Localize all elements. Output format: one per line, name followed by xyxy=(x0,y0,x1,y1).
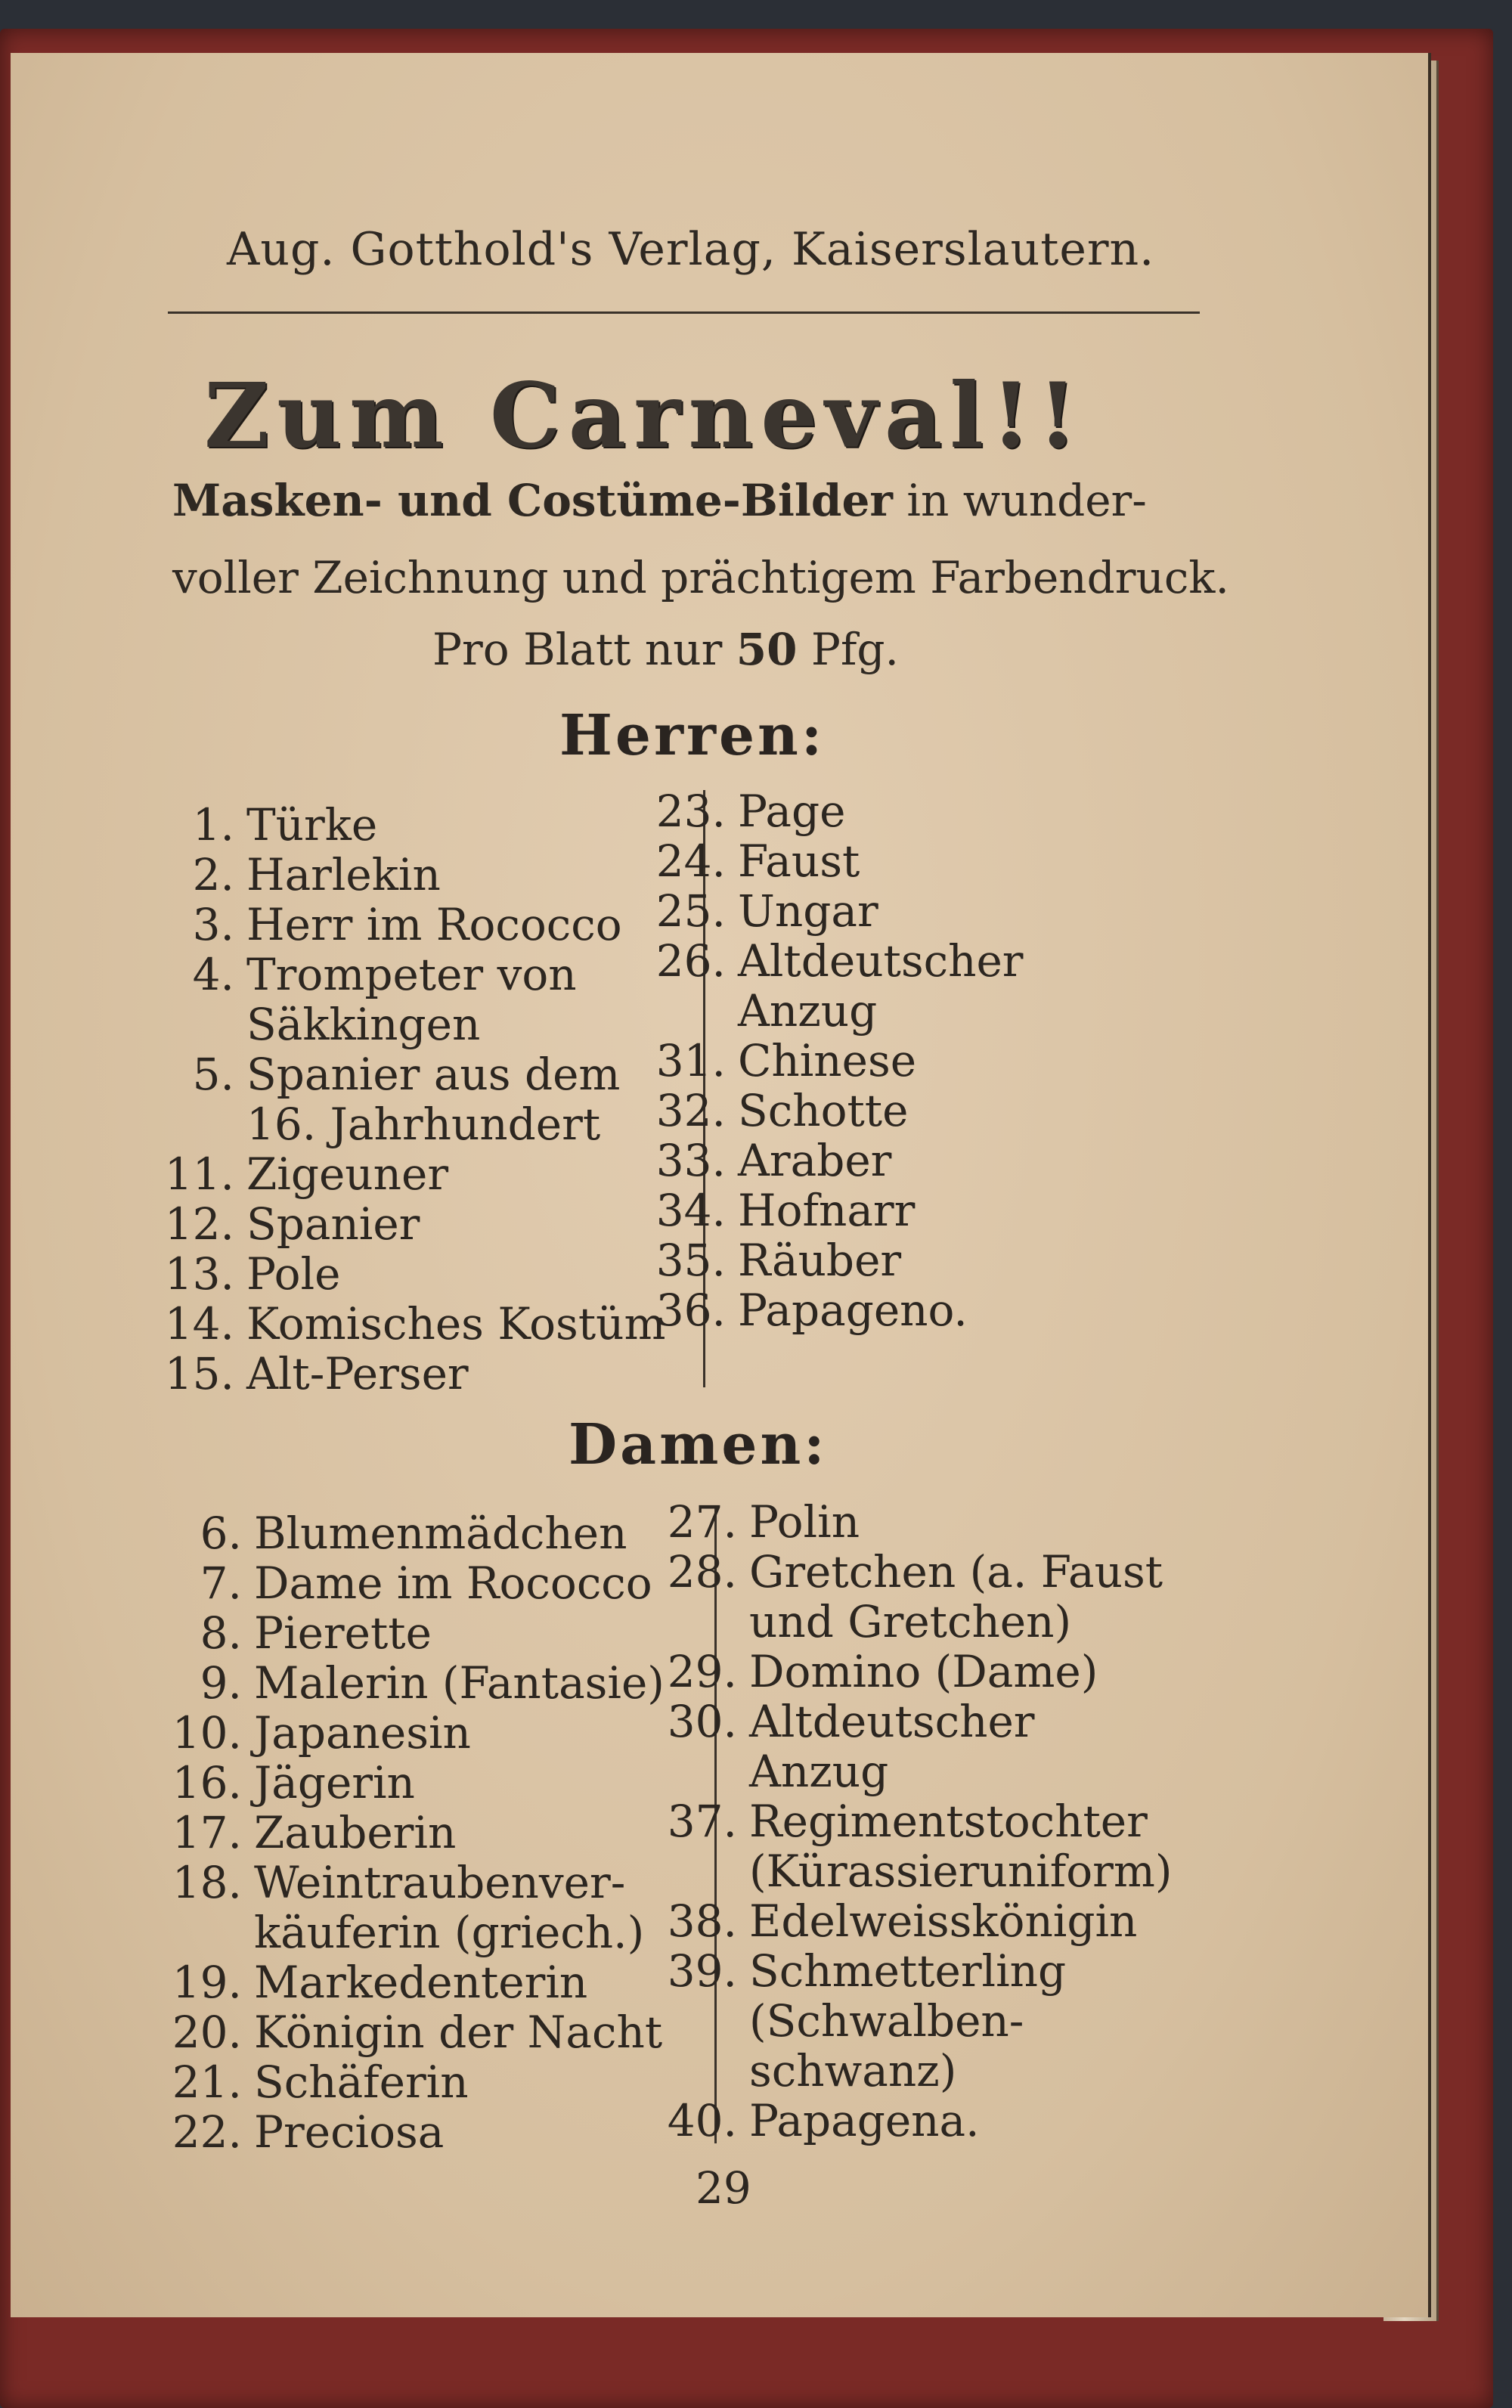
entry-number: 15. xyxy=(164,1348,234,1399)
price-suffix: Pfg. xyxy=(797,624,899,675)
entry-number: 13. xyxy=(164,1248,234,1300)
damen-right-entry xyxy=(654,1697,1035,1796)
herren-left-entry xyxy=(151,1149,448,1199)
intro-line-2: voller Zeichnung und prächtigem Farbendruck. xyxy=(172,552,1229,603)
herren-left-entry xyxy=(151,850,441,900)
entry-number: 39. xyxy=(667,1945,737,1997)
herren-left-entry xyxy=(151,900,622,950)
entry-text: Jägerin xyxy=(254,1757,415,1808)
entry-number: 8. xyxy=(200,1607,242,1659)
entry-number: 1. xyxy=(192,799,234,851)
entry-number: 6. xyxy=(200,1508,242,1559)
herren-right-entry xyxy=(643,1185,915,1235)
damen-right-entry xyxy=(654,1547,1163,1647)
damen-left-entry xyxy=(159,1708,471,1758)
damen-left-entry xyxy=(159,1758,415,1808)
entry-number: 22. xyxy=(172,2106,242,2158)
entry-number: 23. xyxy=(655,786,726,837)
entry-text: Altdeutscher Anzug xyxy=(749,1696,1035,1797)
entry-number: 26. xyxy=(655,935,726,987)
entry-text: Edelweisskönigin xyxy=(749,1895,1138,1947)
entry-number: 20. xyxy=(172,2007,242,2058)
price-line xyxy=(432,624,899,675)
entry-number: 28. xyxy=(667,1546,737,1598)
entry-text: Schotte xyxy=(738,1085,909,1136)
entry-text: Blumenmädchen xyxy=(254,1508,627,1559)
herren-right-entry xyxy=(643,1235,901,1285)
entry-number: 7. xyxy=(200,1557,242,1609)
price-value: 50 xyxy=(736,624,798,675)
entry-text: Zigeuner xyxy=(246,1148,449,1200)
entry-number: 24. xyxy=(655,835,726,887)
entry-text: Chinese xyxy=(738,1035,917,1086)
entry-number: 4. xyxy=(192,949,234,1000)
damen-left-entry xyxy=(159,1558,652,1608)
damen-right-entry xyxy=(654,1896,1137,1946)
entry-text: Altdeutscher Anzug xyxy=(738,935,1024,1037)
entry-text: Preciosa xyxy=(254,2106,445,2158)
damen-right-entry xyxy=(654,1796,1172,1896)
herren-left-entry xyxy=(151,950,577,1049)
herren-left-entry xyxy=(151,1249,340,1299)
herren-right-entry xyxy=(643,1036,916,1086)
herren-left-entry xyxy=(151,1049,620,1149)
entry-number: 37. xyxy=(667,1796,737,1847)
entry-text: Alt-Perser xyxy=(246,1348,469,1399)
entry-text: Schäferin xyxy=(254,2056,469,2108)
entry-number: 18. xyxy=(172,1857,242,1908)
entry-number: 29. xyxy=(667,1646,737,1697)
entry-number: 21. xyxy=(172,2056,242,2108)
entry-text: Page xyxy=(738,786,846,837)
entry-number: 3. xyxy=(192,899,234,950)
damen-heading: Damen: xyxy=(569,1412,828,1477)
herren-right-entry xyxy=(643,786,845,836)
page-title: Zum Carneval!! xyxy=(204,363,1085,468)
entry-text: Hofnarr xyxy=(738,1185,916,1236)
entry-text: Araber xyxy=(738,1135,892,1186)
damen-left-entry xyxy=(159,2007,662,2057)
entry-number: 32. xyxy=(655,1085,726,1136)
damen-left-entry xyxy=(159,1508,627,1558)
entry-text: Domino (Dame) xyxy=(749,1646,1098,1697)
entry-number: 33. xyxy=(655,1135,726,1186)
entry-text: Räuber xyxy=(738,1235,902,1286)
price-prefix: Pro Blatt nur xyxy=(432,624,736,675)
damen-left-entry xyxy=(159,2107,444,2157)
entry-number: 9. xyxy=(200,1657,242,1709)
entry-number: 17. xyxy=(172,1807,242,1858)
entry-text: Papageno. xyxy=(738,1285,968,1336)
damen-right-entry xyxy=(654,1497,860,1547)
damen-left-entry xyxy=(159,1658,665,1708)
entry-number: 12. xyxy=(164,1198,234,1250)
entry-number: 36. xyxy=(655,1285,726,1336)
entry-text: Türke xyxy=(246,799,378,851)
herren-left-entry xyxy=(151,800,377,850)
damen-left-entry xyxy=(159,1957,587,2007)
entry-text: Pole xyxy=(246,1248,341,1300)
entry-text: Ungar xyxy=(738,885,878,937)
damen-left-entry xyxy=(159,1808,456,1858)
entry-text: Harlekin xyxy=(246,849,441,900)
entry-text: Dame im Rococco xyxy=(254,1557,652,1609)
entry-number: 34. xyxy=(655,1185,726,1236)
herren-right-entry xyxy=(643,936,1024,1036)
herren-right-entry xyxy=(643,1086,908,1136)
herren-right-entry xyxy=(643,1285,968,1335)
entry-text: Trompeter von Säkkingen xyxy=(246,949,577,1050)
entry-text: Herr im Rococco xyxy=(246,899,622,950)
entry-number: 27. xyxy=(667,1496,737,1548)
entry-text: Spanier aus dem 16. Jahrhundert xyxy=(246,1049,621,1150)
intro-bold: Masken- und Costüme-Bilder xyxy=(172,475,893,526)
entry-number: 31. xyxy=(655,1035,726,1086)
entry-text: Zauberin xyxy=(254,1807,457,1858)
entry-text: Pierette xyxy=(254,1607,432,1659)
entry-number: 35. xyxy=(655,1235,726,1286)
entry-number: 11. xyxy=(164,1148,234,1200)
header-rule xyxy=(168,311,1200,314)
running-head: Aug. Gotthold's Verlag, Kaiserslautern. xyxy=(227,223,1155,276)
damen-left-entry xyxy=(159,1608,432,1658)
damen-right-entry xyxy=(654,1946,1066,2096)
entry-text: Papagena. xyxy=(749,2095,980,2146)
damen-left-entry xyxy=(159,1858,644,1957)
entry-number: 10. xyxy=(172,1707,242,1759)
herren-right-entry xyxy=(643,1136,891,1185)
entry-number: 25. xyxy=(655,885,726,937)
entry-text: Komisches Kostüm xyxy=(246,1298,666,1350)
damen-right-entry xyxy=(654,2096,980,2146)
intro-rest: in wunder- xyxy=(892,475,1147,526)
intro-line-1 xyxy=(172,475,1147,526)
page-number: 29 xyxy=(696,2162,751,2214)
herren-left-entry xyxy=(151,1349,469,1399)
entry-number: 14. xyxy=(164,1298,234,1350)
entry-number: 2. xyxy=(192,849,234,900)
entry-text: Spanier xyxy=(246,1198,420,1250)
entry-text: Malerin (Fantasie) xyxy=(254,1657,665,1709)
entry-text: Faust xyxy=(738,835,860,887)
entry-number: 16. xyxy=(172,1757,242,1808)
entry-number: 5. xyxy=(192,1049,234,1100)
entry-text: Schmetterling (Schwalben- schwanz) xyxy=(749,1945,1067,2097)
entry-number: 40. xyxy=(667,2095,737,2146)
damen-left-entry xyxy=(159,2057,469,2107)
entry-text: Polin xyxy=(749,1496,860,1548)
entry-number: 19. xyxy=(172,1957,242,2008)
damen-right-entry xyxy=(654,1647,1098,1697)
entry-text: Königin der Nacht xyxy=(254,2007,663,2058)
herren-left-entry xyxy=(151,1199,420,1249)
entry-number: 30. xyxy=(667,1696,737,1747)
entry-text: Regimentstochter (Kürassieruniform) xyxy=(749,1796,1173,1897)
herren-heading: Herren: xyxy=(559,703,826,768)
entry-number: 38. xyxy=(667,1895,737,1947)
herren-right-entry xyxy=(643,886,878,936)
entry-text: Weintraubenver- käuferin (griech.) xyxy=(254,1857,645,1958)
entry-text: Gretchen (a. Faust und Gretchen) xyxy=(749,1546,1163,1647)
herren-right-entry xyxy=(643,836,860,886)
entry-text: Markedenterin xyxy=(254,1957,588,2008)
entry-text: Japanesin xyxy=(254,1707,471,1759)
herren-left-entry xyxy=(151,1299,665,1349)
